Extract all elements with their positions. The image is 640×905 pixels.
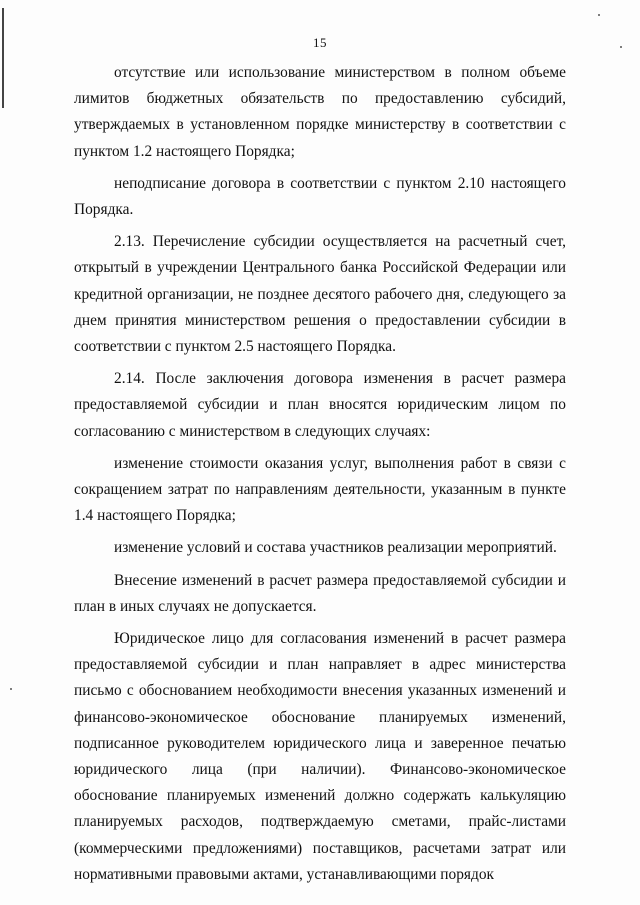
document-body (74, 60, 566, 888)
paragraph: 2.14. После заключения договора изменения в расчет размера предоставляемой субсидии и план вносятся юридическим лицом по согласованию с министерством в следующих случаях: (74, 370, 566, 440)
paragraph: изменение условий и состава участников реализации мероприятий. (114, 539, 557, 557)
paragraph: неподписание договора в соответствии с пунктом 2.10 настоящего Порядка. (74, 174, 566, 219)
paragraph: 2.13. Перечисление субсидии осуществляется на расчетный счет, открытый в учреждении Центрального банка Российской Федерации или кредитной организации, не позднее десятого рабочего дня, следующего за днем принятия министерством решения о предоставлении субсидии в соответствии с пунктом 2.5 настоящего Порядка. (74, 233, 566, 356)
page-number: 15 (313, 35, 327, 50)
scan-dot-top-right (598, 14, 600, 16)
paragraph: Внесение изменений в расчет размера предоставляемой субсидии и план в иных случаях не допускается. (74, 571, 566, 615)
scan-edge-mark-left (2, 8, 4, 108)
paragraph: Юридическое лицо для согласования изменений в расчет размера предоставляемой субсидии и план направляет в адрес министерства письмо с обоснованием необходимости внесения указанных изменений и финансово-экономическое обоснование планируемых изменений, подписанное руководителем юридического лица и заверенное печатью юридического лица (при наличии). Финансово-экономическое обоснование планируемых изменений должно содержать калькуляцию планируемых расходов, подтверждаемую сметами, прайс-листами (коммерческими предложениями) поставщиков, расчетами затрат или нормативными правовыми актами, устанавливающими порядок (74, 630, 566, 883)
paragraph: изменение стоимости оказания услуг, выполнения работ в связи с сокращением затрат по направлениям деятельности, указанным в пункте 1.4 настоящего Порядка; (74, 454, 566, 525)
paragraph: отсутствие или использование министерством в полном объеме лимитов бюджетных обязательств по предоставлению субсидий, утверждаемых в установленном порядке министерству в соответствии с пунктом 1.2 настоящего Порядка; (74, 64, 566, 160)
scan-dot-left (10, 688, 12, 690)
